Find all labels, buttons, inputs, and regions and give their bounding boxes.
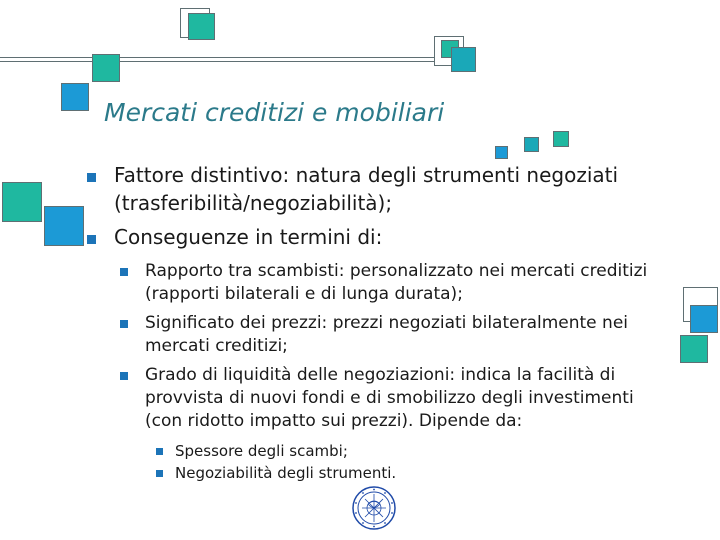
- sub-bullet-text-line: Rapporto tra scambisti: personalizzato nei mercati creditizi: [145, 261, 648, 281]
- sub-sub-bullet-text-line: Negoziabilità degli strumenti.: [175, 464, 397, 482]
- decor-square-green: [2, 182, 42, 222]
- sub-bullet-text-line: Significato dei prezzi: prezzi negoziati bilateralmente nei: [145, 313, 628, 333]
- university-seal-icon: [351, 485, 397, 531]
- bullet-text-line: Conseguenze in termini di:: [114, 225, 383, 249]
- decor-square-teal: [451, 47, 476, 72]
- square-bullet-icon: [87, 235, 96, 244]
- sub-bullet-text-line: (con ridotto impatto sui prezzi). Dipende da:: [145, 411, 523, 431]
- sub-sub-bullet-text-line: Spessore degli scambi;: [175, 442, 348, 460]
- square-bullet-icon: [120, 268, 128, 276]
- decor-square-blue: [61, 83, 89, 111]
- decor-square-green: [553, 131, 569, 147]
- sub-bullet-text-line: Grado di liquidità delle negoziazioni: indica la facilità di: [145, 365, 616, 385]
- decor-square-teal: [524, 137, 539, 152]
- square-bullet-icon: [156, 448, 163, 455]
- decor-square-green: [92, 54, 120, 82]
- square-bullet-icon: [156, 470, 163, 477]
- decor-square-blue: [495, 146, 508, 159]
- decor-square-blue: [44, 206, 84, 246]
- decor-square-green: [188, 13, 215, 40]
- sub-bullet-text-line: mercati creditizi;: [145, 336, 288, 356]
- header-rule-bottom: [0, 61, 440, 62]
- decor-square-green: [680, 335, 708, 363]
- header-rule-top: [0, 57, 440, 58]
- bullet-text-line: Fattore distintivo: natura degli strumenti negoziati: [114, 163, 619, 187]
- bullet-text-line: (trasferibilità/negoziabilità);: [114, 191, 393, 215]
- decor-square-blue: [690, 305, 718, 333]
- square-bullet-icon: [120, 372, 128, 380]
- sub-bullet-text-line: (rapporti bilaterali e di lunga durata);: [145, 284, 463, 304]
- square-bullet-icon: [87, 173, 96, 182]
- square-bullet-icon: [120, 320, 128, 328]
- slide-title: Mercati creditizi e mobiliari: [104, 98, 445, 127]
- sub-bullet-text-line: provvista di nuovi fondi e di smobilizzo degli investimenti: [145, 388, 634, 408]
